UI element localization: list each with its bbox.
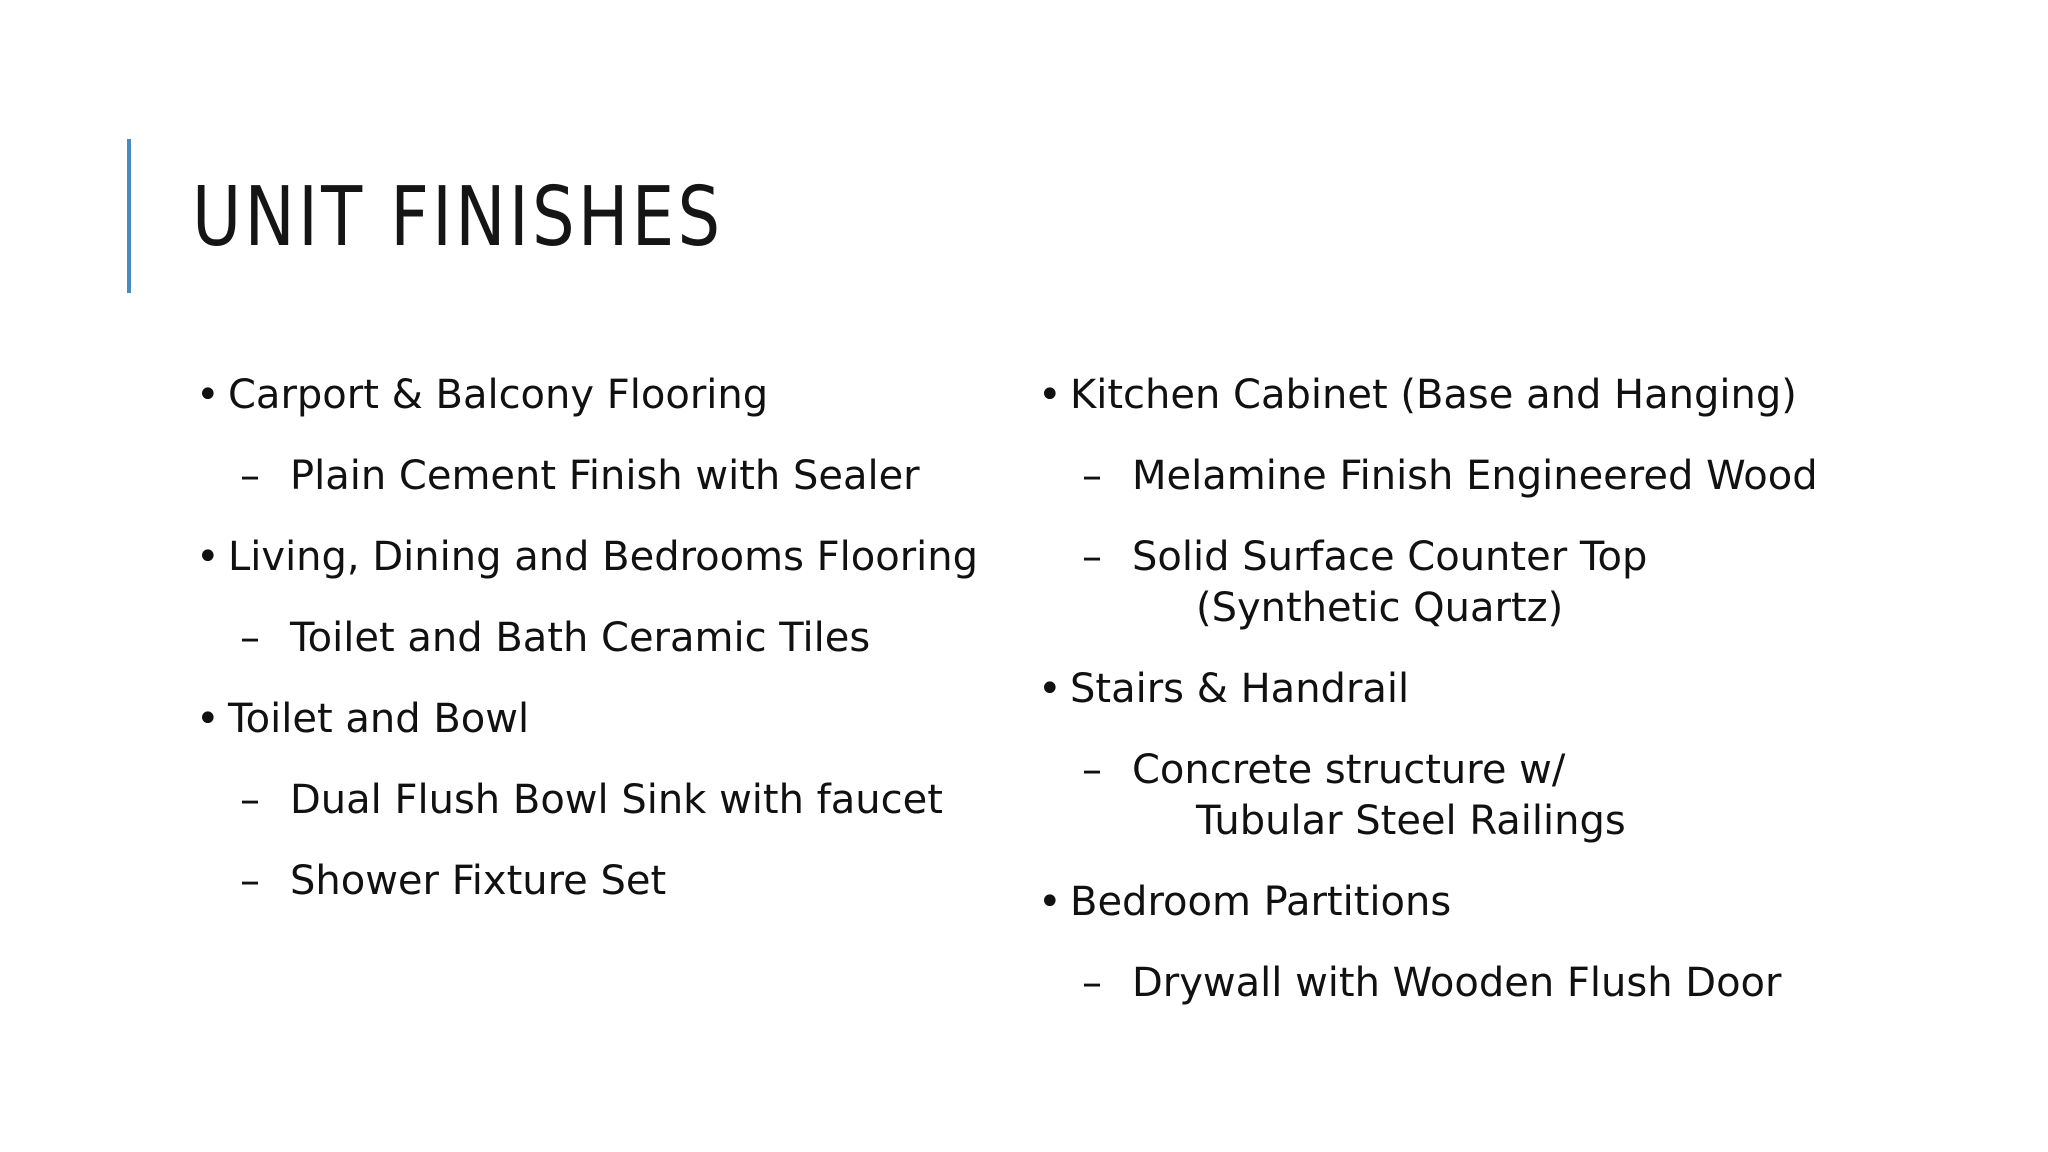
list-item-continuation: Tubular Steel Railings — [1196, 798, 1626, 844]
right-bullet-list — [1038, 370, 1918, 1039]
list-item-text: Bedroom Partitions — [1070, 879, 1452, 925]
list-item — [1038, 370, 1918, 421]
list-item — [196, 370, 1076, 421]
list-item-text: Toilet and Bowl — [228, 696, 530, 742]
list-item-text: Plain Cement Finish with Sealer — [290, 453, 920, 499]
list-item — [196, 532, 1076, 583]
dash-marker: – — [1082, 534, 1102, 580]
list-item — [196, 856, 1076, 907]
list-item-text: Kitchen Cabinet (Base and Hanging) — [1070, 372, 1797, 418]
bullet-marker: • — [1038, 372, 1062, 418]
list-item-text: Solid Surface Counter Top — [1132, 534, 1648, 580]
bullet-marker: • — [1038, 666, 1062, 712]
dash-marker: – — [240, 453, 260, 499]
list-item — [196, 694, 1076, 745]
list-item — [196, 775, 1076, 826]
dash-marker: – — [240, 777, 260, 823]
slide-title: UNIT FINISHES — [192, 170, 724, 265]
list-item — [1038, 745, 1918, 847]
list-item — [1038, 451, 1918, 502]
list-item-text: Melamine Finish Engineered Wood — [1132, 453, 1818, 499]
dash-marker: – — [1082, 453, 1102, 499]
list-item — [1038, 958, 1918, 1009]
list-item-text: Shower Fixture Set — [290, 858, 667, 904]
left-bullet-list — [196, 370, 1076, 937]
list-item — [196, 613, 1076, 664]
list-item-continuation: (Synthetic Quartz) — [1196, 585, 1564, 631]
dash-marker: – — [240, 615, 260, 661]
title-accent-bar — [127, 139, 131, 293]
list-item-text: Toilet and Bath Ceramic Tiles — [290, 615, 871, 661]
dash-marker: – — [240, 858, 260, 904]
bullet-marker: • — [196, 696, 220, 742]
list-item — [1038, 532, 1918, 634]
list-item-text: Living, Dining and Bedrooms Flooring — [228, 534, 978, 580]
bullet-marker: • — [196, 372, 220, 418]
list-item — [196, 451, 1076, 502]
list-item-text: Carport & Balcony Flooring — [228, 372, 769, 418]
list-item — [1038, 664, 1918, 715]
list-item — [1038, 877, 1918, 928]
list-item-text: Concrete structure w/ — [1132, 747, 1566, 793]
list-item-text: Drywall with Wooden Flush Door — [1132, 960, 1782, 1006]
bullet-marker: • — [1038, 879, 1062, 925]
list-item-text: Dual Flush Bowl Sink with faucet — [290, 777, 943, 823]
dash-marker: – — [1082, 747, 1102, 793]
dash-marker: – — [1082, 960, 1102, 1006]
bullet-marker: • — [196, 534, 220, 580]
list-item-text: Stairs & Handrail — [1070, 666, 1410, 712]
